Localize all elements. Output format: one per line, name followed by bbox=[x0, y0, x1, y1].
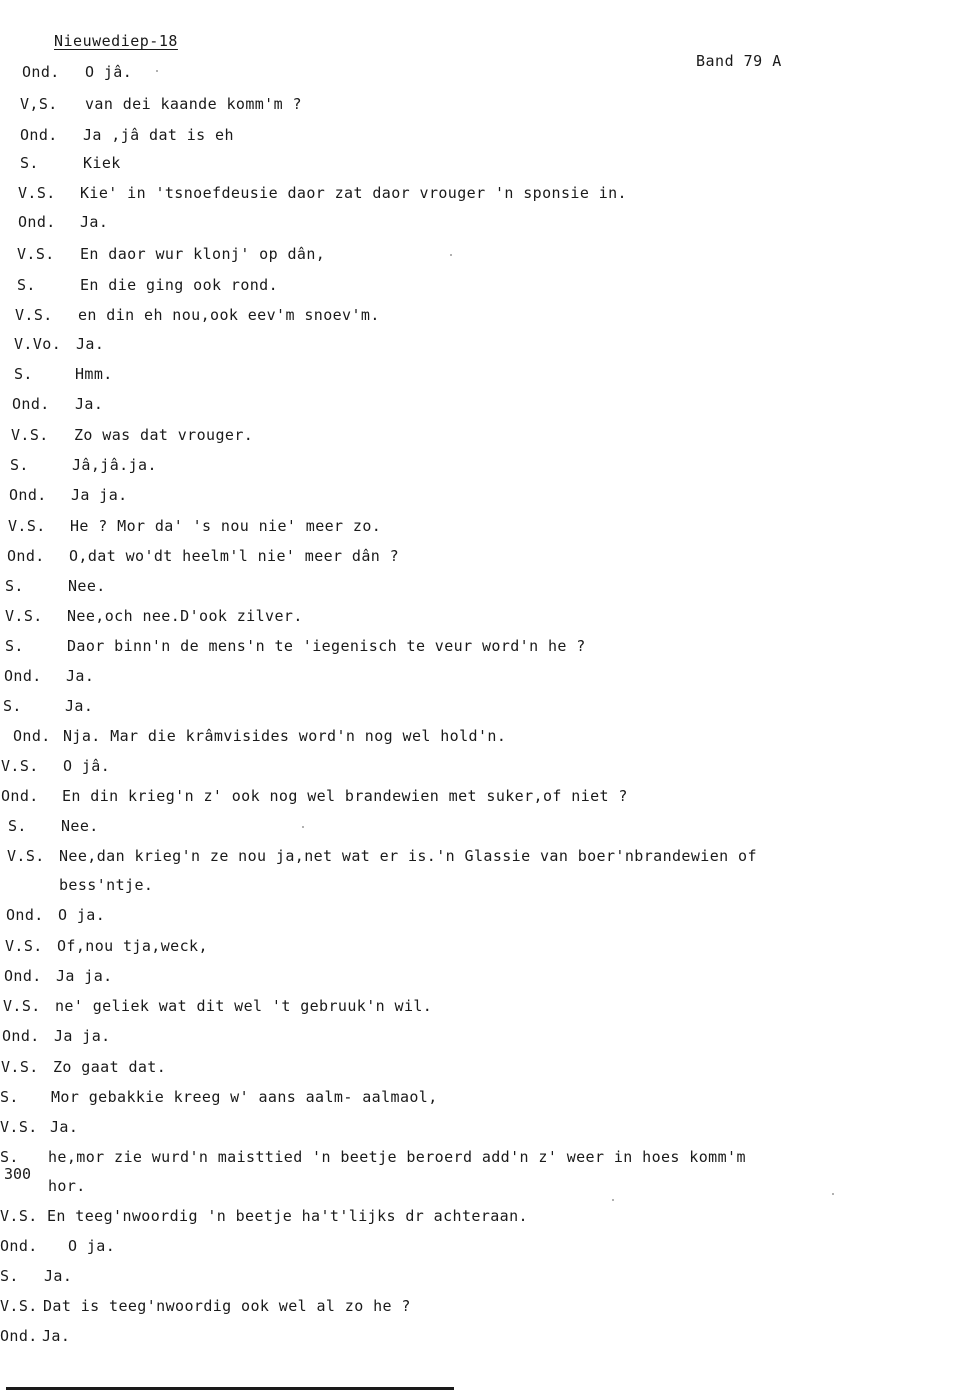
utterance-text: Ja. bbox=[75, 395, 104, 413]
utterance-text: O jâ. bbox=[85, 63, 133, 81]
utterance-text: bess'ntje. bbox=[59, 876, 154, 894]
speaker-label: S. bbox=[5, 637, 24, 655]
utterance-text: Nee. bbox=[61, 817, 99, 835]
utterance-text: Ja ,jâ dat is eh bbox=[83, 126, 234, 144]
speaker-label: Ond. bbox=[1, 787, 39, 805]
utterance-text: Ja. bbox=[42, 1327, 71, 1345]
speaker-label: V.S. bbox=[17, 245, 55, 263]
speaker-label: Ond. bbox=[12, 395, 50, 413]
utterance-text: En din krieg'n z' ook nog wel brandewien met suker,of niet ? bbox=[62, 787, 628, 805]
utterance-text: Kie' in 'tsnoefdeusie daor zat daor vrouger 'n sponsie in. bbox=[80, 184, 627, 202]
utterance-text: Ja. bbox=[50, 1118, 79, 1136]
speaker-label: Ond. bbox=[9, 486, 47, 504]
speaker-label: S. bbox=[20, 154, 39, 172]
speaker-label: V.S. bbox=[18, 184, 56, 202]
utterance-text: Nee. bbox=[68, 577, 106, 595]
utterance-text: Ja. bbox=[66, 667, 95, 685]
bottom-rule bbox=[6, 1387, 454, 1390]
speaker-label: S. bbox=[0, 1088, 19, 1106]
utterance-text: Ja. bbox=[76, 335, 105, 353]
utterance-text: Kiek bbox=[83, 154, 121, 172]
speaker-label: S. bbox=[0, 1148, 19, 1166]
speaker-label: V.S. bbox=[3, 997, 41, 1015]
utterance-text: Nee,dan krieg'n ze nou ja,net wat er is.'n Glassie van boer'nbrandewien of bbox=[59, 847, 757, 865]
utterance-text: Hmm. bbox=[75, 365, 113, 383]
speaker-label: V.S. bbox=[5, 607, 43, 625]
utterance-text: Ja ja. bbox=[71, 486, 128, 504]
utterance-text: en din eh nou,ook eev'm snoev'm. bbox=[78, 306, 380, 324]
speaker-label: S. bbox=[0, 1267, 19, 1285]
speaker-label: S. bbox=[5, 577, 24, 595]
utterance-text: O ja. bbox=[58, 906, 106, 924]
utterance-text: Nee,och nee.D'ook zilver. bbox=[67, 607, 303, 625]
margin-number: 300 bbox=[4, 1165, 32, 1183]
speaker-label: V.S. bbox=[0, 1207, 38, 1225]
speaker-label: Ond. bbox=[18, 213, 56, 231]
utterance-text: Ja. bbox=[80, 213, 109, 231]
speaker-label: Ond. bbox=[20, 126, 58, 144]
speaker-label: V.S. bbox=[1, 1058, 39, 1076]
speaker-label: S. bbox=[8, 817, 27, 835]
utterance-text: van dei kaande komm'm ? bbox=[85, 95, 302, 113]
utterance-text: Ja ja. bbox=[56, 967, 113, 985]
speaker-label: Ond. bbox=[0, 1237, 38, 1255]
speaker-label: Ond. bbox=[4, 967, 42, 985]
utterance-text: hor. bbox=[48, 1177, 86, 1195]
speaker-label: V.S. bbox=[15, 306, 53, 324]
speaker-label: S. bbox=[3, 697, 22, 715]
utterance-text: En teeg'nwoordig 'n beetje ha't'lijks dr achteraan. bbox=[47, 1207, 528, 1225]
speaker-label: Ond. bbox=[4, 667, 42, 685]
utterance-text: O jâ. bbox=[63, 757, 111, 775]
speaker-label: Ond. bbox=[0, 1327, 38, 1345]
utterance-text: O,dat wo'dt heelm'l nie' meer dân ? bbox=[69, 547, 400, 565]
utterance-text: Mor gebakkie kreeg w' aans aalm- aalmaol, bbox=[51, 1088, 438, 1106]
utterance-text: Dat is teeg'nwoordig ook wel al zo he ? bbox=[43, 1297, 411, 1315]
speaker-label: V.S. bbox=[0, 1297, 38, 1315]
utterance-text: he,mor zie wurd'n maisttied 'n beetje beroerd add'n z' weer in hoes komm'm bbox=[48, 1148, 746, 1166]
speaker-label: V.Vo. bbox=[14, 335, 62, 353]
speaker-label: S. bbox=[17, 276, 36, 294]
speaker-label: V.S. bbox=[8, 517, 46, 535]
utterance-text: Jâ,jâ.ja. bbox=[72, 456, 157, 474]
utterance-text: Zo gaat dat. bbox=[53, 1058, 167, 1076]
utterance-text: Nja. Mar die krâmvisides word'n nog wel hold'n. bbox=[63, 727, 507, 745]
utterance-text: Daor binn'n de mens'n te 'iegenisch te veur word'n he ? bbox=[67, 637, 586, 655]
band-label: Band 79 A bbox=[696, 52, 782, 70]
utterance-text: Ja ja. bbox=[54, 1027, 111, 1045]
utterance-text: ne' geliek wat dit wel 't gebruuk'n wil. bbox=[55, 997, 433, 1015]
speaker-label: Ond. bbox=[7, 547, 45, 565]
speaker-label: V.S. bbox=[1, 757, 39, 775]
speaker-label: V,S. bbox=[20, 95, 58, 113]
utterance-text: He ? Mor da' 's nou nie' meer zo. bbox=[70, 517, 382, 535]
speaker-label: Ond. bbox=[13, 727, 51, 745]
speaker-label: S. bbox=[10, 456, 29, 474]
speaker-label: V.S. bbox=[7, 847, 45, 865]
speaker-label: V.S. bbox=[5, 937, 43, 955]
speaker-label: V.S. bbox=[0, 1118, 38, 1136]
speaker-label: Ond. bbox=[6, 906, 44, 924]
utterance-text: En die ging ook rond. bbox=[80, 276, 279, 294]
page-title: Nieuwediep-18 bbox=[54, 32, 178, 50]
speaker-label: Ond. bbox=[2, 1027, 40, 1045]
utterance-text: Of,nou tja,weck, bbox=[57, 937, 208, 955]
utterance-text: En daor wur klonj' op dân, bbox=[80, 245, 326, 263]
utterance-text: O ja. bbox=[68, 1237, 116, 1255]
utterance-text: Zo was dat vrouger. bbox=[74, 426, 254, 444]
utterance-text: Ja. bbox=[65, 697, 94, 715]
speaker-label: S. bbox=[14, 365, 33, 383]
speaker-label: V.S. bbox=[11, 426, 49, 444]
speaker-label: Ond. bbox=[22, 63, 60, 81]
utterance-text: Ja. bbox=[44, 1267, 73, 1285]
